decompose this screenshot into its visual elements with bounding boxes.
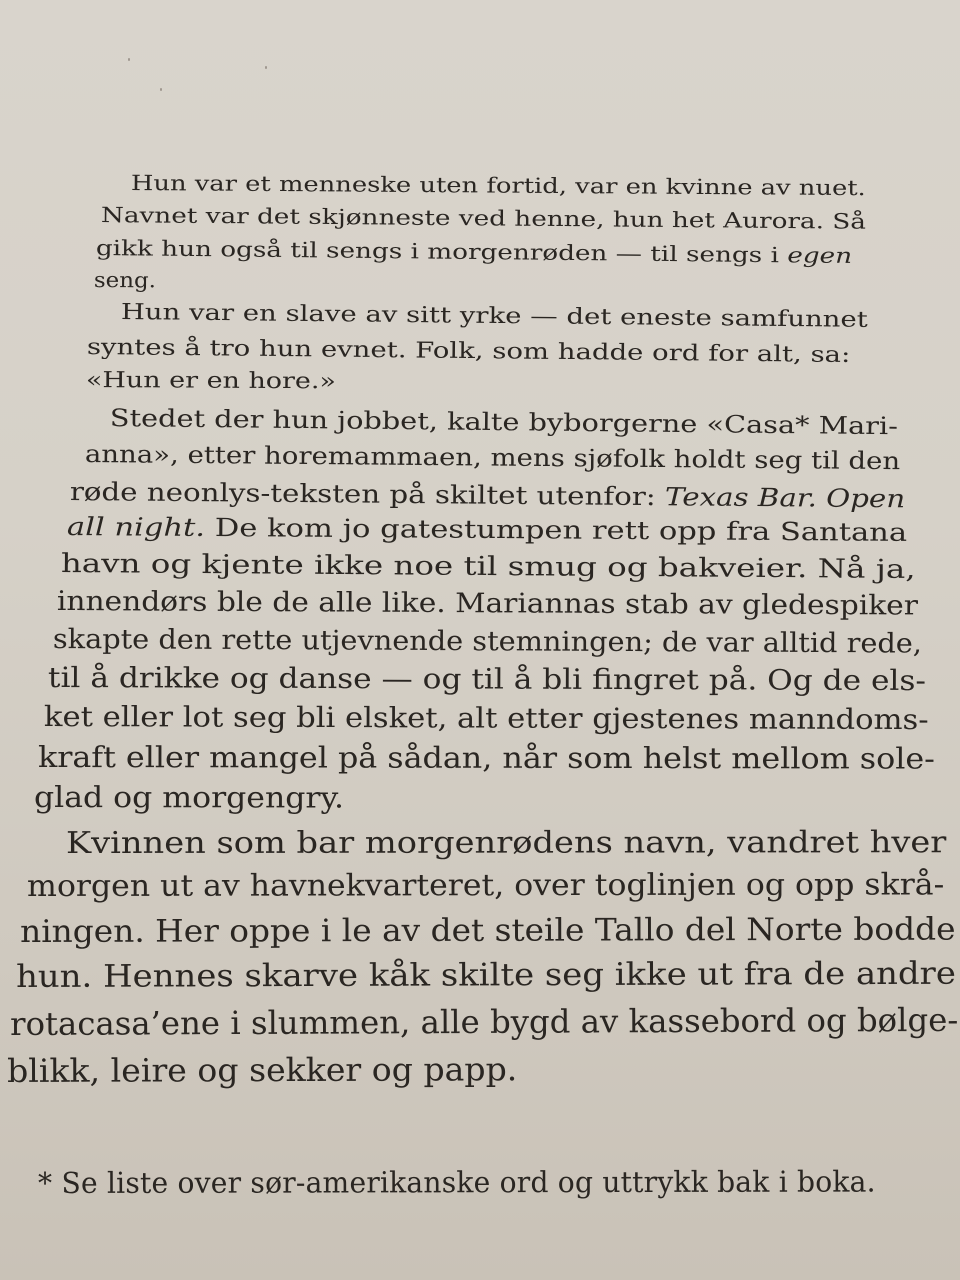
paper-speck [265,66,267,69]
text-run: syntes å tro hun evnet. Folk, som hadde ord for alt, sa: [86,335,851,368]
text-run: Hun var en slave av sitt yrke — det eneste samfunnet [120,300,868,333]
text-line [121,302,868,332]
text-run: glad og morgengry. [33,780,345,815]
text-line [57,588,918,620]
text-run: ningen. Her oppe i le av det steile Tallo del Norte bodde [19,911,956,950]
text-line [101,205,866,233]
text-line [61,551,916,583]
text-line [69,477,906,514]
text-run: havn og kjente ikke noe til smug og bakveier. Nå ja, [60,549,916,585]
text-run: til å drikke og danse — og til å bli fingret på. Og de els- [47,661,927,698]
text-line [67,514,907,545]
text-run: Kvinnen som bar morgenrødens navn, vandret hver [65,825,947,861]
text-run: skapte den rette utjevnende stemningen; de var alltid rede, [52,624,923,660]
paper-speck [160,88,162,91]
text-run: Hun var et menneske uten fortid, var en kvinne av nuet. [130,171,866,201]
text-run: morgen ut av havnekvarteret, over toglinjen og opp skrå- [26,867,945,904]
text-line [86,370,336,393]
text-line [87,337,851,367]
text-line [15,955,956,995]
text-run: seng. [93,268,156,293]
text-line [84,440,901,476]
text-run: røde neonlys-teksten på skiltet utenfor: [69,477,666,512]
text-run: kraft eller mangel på sådan, når som helst mellom sole- [37,740,935,776]
text-line [9,1000,959,1043]
footnote: * Se liste over sør-amerikanske ord og uttrykk bak i boka. [38,1164,876,1200]
text-line [53,626,922,658]
text-line [47,661,927,698]
text-line [109,404,899,441]
paper-speck [128,58,130,61]
text-run: gikk hun også til sengs i morgenrøden — til sengs i [95,236,788,268]
text-run: De kom jo gatestumpen rett opp fra Santana [204,512,908,547]
italic-text-run: Texas Bar. Open [664,482,906,514]
text-line [6,1050,518,1090]
text-line [26,867,945,904]
italic-text-run: all night. [66,512,206,542]
text-run: Stedet der hun jobbet, kalte byborgerne «Casa* Mari- [109,404,899,441]
italic-text-run: egen [787,243,853,268]
text-line [65,825,947,861]
text-run: rotacasa’ene i slummen, alle bygd av kassebord og bølge- [9,1000,959,1043]
text-run: blikk, leire og sekker og papp. [6,1050,518,1090]
text-run: hun. Hennes skarve kåk skilte seg ikke ut fra de andre [15,955,956,995]
text-line [94,270,156,291]
text-run: Navnet var det skjønneste ved henne, hun het Aurora. Så [100,203,867,234]
text-line [33,780,345,815]
text-line [43,700,929,737]
text-run: «Hun er en hore.» [85,368,337,395]
text-run: ket eller lot seg bli elsket, alt etter gjestenes manndoms- [43,700,929,737]
text-line [19,911,956,950]
text-line [37,740,935,776]
text-run: anna», etter horemammaen, mens sjøfolk holdt seg til den [84,440,901,476]
text-run: innendørs ble de alle like. Mariannas stab av gledespiker [56,586,919,622]
text-line [96,238,852,267]
text-line [131,173,866,199]
